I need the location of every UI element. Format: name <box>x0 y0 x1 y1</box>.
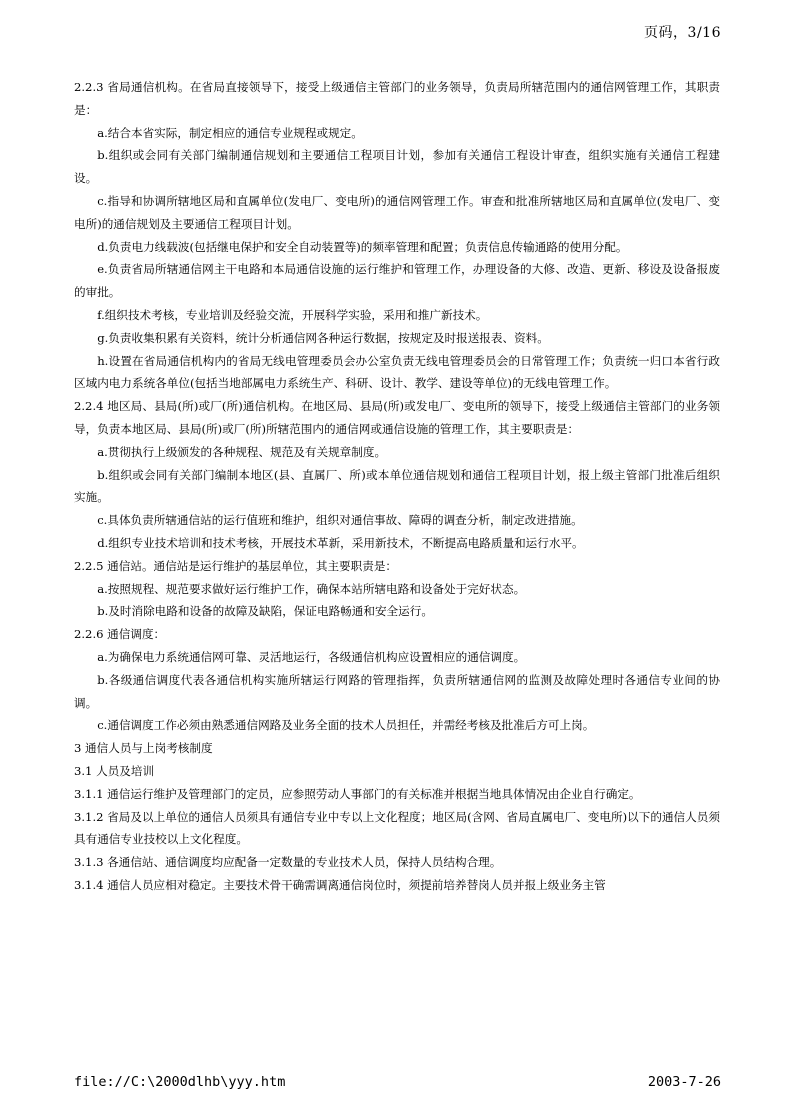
list-item: g.负责收集积累有关资料，统计分析通信网各种运行数据，按规定及时报送报表、资料。 <box>97 330 549 345</box>
section-3-1-3: 3.1.3 各通信站、通信调度均应配备一定数量的专业技术人员，保持人员结构合理。 <box>74 855 502 870</box>
page-number: 页码，3/16 <box>644 25 721 41</box>
list-item: b.各级通信调度代表各通信机构实施所辖运行网路的管理指挥，负责所辖通信网的监测及故障处理时各通信专业间的协调。 <box>74 672 720 710</box>
list-item: e.负责省局所辖通信网主干电路和本局通信设施的运行维护和管理工作，办理设备的大修、改造、更新、移设及设备报废的审批。 <box>74 262 720 300</box>
list-item: a.结合本省实际，制定相应的通信专业规程或规定。 <box>97 125 363 140</box>
section-3-1-heading: 3.1 人员及培训 <box>74 763 155 778</box>
list-item: c.具体负责所辖通信站的运行值班和维护，组织对通信事故、障碍的调查分析，制定改进措施。 <box>97 513 583 528</box>
section-3-heading: 3 通信人员与上岗考核制度 <box>74 741 213 756</box>
footer-file-path: file://C:\2000dlhb\yyy.htm <box>74 1074 286 1090</box>
list-item: d.组织专业技术培训和技术考核，开展技术革新，采用新技术，不断提高电路质量和运行水平。 <box>97 535 584 550</box>
list-item: a.为确保电力系统通信网可靠、灵活地运行，各级通信机构应设置相应的通信调度。 <box>97 649 526 664</box>
section-2-2-3: 2.2.3 省局通信机构。在省局直接领导下，接受上级通信主管部门的业务领导，负责局所辖范围内的通信网管理工作，其职责是： <box>74 80 720 117</box>
list-item: b.及时消除电路和设备的故障及缺陷，保证电路畅通和安全运行。 <box>97 604 433 619</box>
list-item: f.组织技术考核，专业培训及经验交流，开展科学实验，采用和推广新技术。 <box>97 307 488 322</box>
list-item: a.贯彻执行上级颁发的各种规程、规范及有关规章制度。 <box>97 444 387 459</box>
document-body <box>74 76 720 897</box>
section-2-2-6: 2.2.6 通信调度： <box>74 627 166 642</box>
list-item: d.负责电力线载波(包括继电保护和安全自动装置等)的频率管理和配置；负责信息传输通路的使用分配。 <box>97 239 628 254</box>
list-item: h.设置在省局通信机构内的省局无线电管理委员会办公室负责无线电管理委员会的日常管理工作；负责统一归口本省行政区域内电力系统各单位(包括当地部属电力系统生产、科研、设计、教学、建设等单位)的无线电管理工作。 <box>74 353 720 391</box>
list-item: c.指导和协调所辖地区局和直属单位(发电厂、变电所)的通信网管理工作。审查和批准所辖地区局和直属单位(发电厂、变电所)的通信规划及主要通信工程项目计划。 <box>74 193 720 231</box>
section-3-1-2: 3.1.2 省局及以上单位的通信人员须具有通信专业中专以上文化程度；地区局(含网、省局直属电厂、变电所)以下的通信人员须具有通信专业技校以上文化程度。 <box>74 809 720 847</box>
section-3-1-4: 3.1.4 通信人员应相对稳定。主要技术骨干确需调离通信岗位时，须提前培养替岗人员并报上级业务主管 <box>74 877 606 892</box>
section-3-1-1: 3.1.1 通信运行维护及管理部门的定员，应参照劳动人事部门的有关标准并根据当地具体情况由企业自行确定。 <box>74 786 641 801</box>
section-2-2-5: 2.2.5 通信站。通信站是运行维护的基层单位，其主要职责是： <box>74 558 398 573</box>
list-item: b.组织或会同有关部门编制通信规划和主要通信工程项目计划，参加有关通信工程设计审查，组织实施有关通信工程建设。 <box>74 148 720 186</box>
list-item: c.通信调度工作必须由熟悉通信网路及业务全面的技术人员担任，并需经考核及批准后方可上岗。 <box>97 718 595 733</box>
footer-date: 2003-7-26 <box>647 1074 721 1090</box>
section-2-2-4: 2.2.4 地区局、县局(所)或厂(所)通信机构。在地区局、县局(所)或发电厂、变电所的领导下，接受上级通信主管部门的业务领导，负责本地区局、县局(所)或厂(所)所辖范围内的通信网或通信设施的管理工作，其主要职责是： <box>74 399 720 436</box>
list-item: a.按照规程、规范要求做好运行维护工作，确保本站所辖电路和设备处于完好状态。 <box>97 581 526 596</box>
list-item: b.组织或会同有关部门编制本地区(县、直属厂、所)或本单位通信规划和通信工程项目计划，报上级主管部门批准后组织实施。 <box>74 467 720 505</box>
